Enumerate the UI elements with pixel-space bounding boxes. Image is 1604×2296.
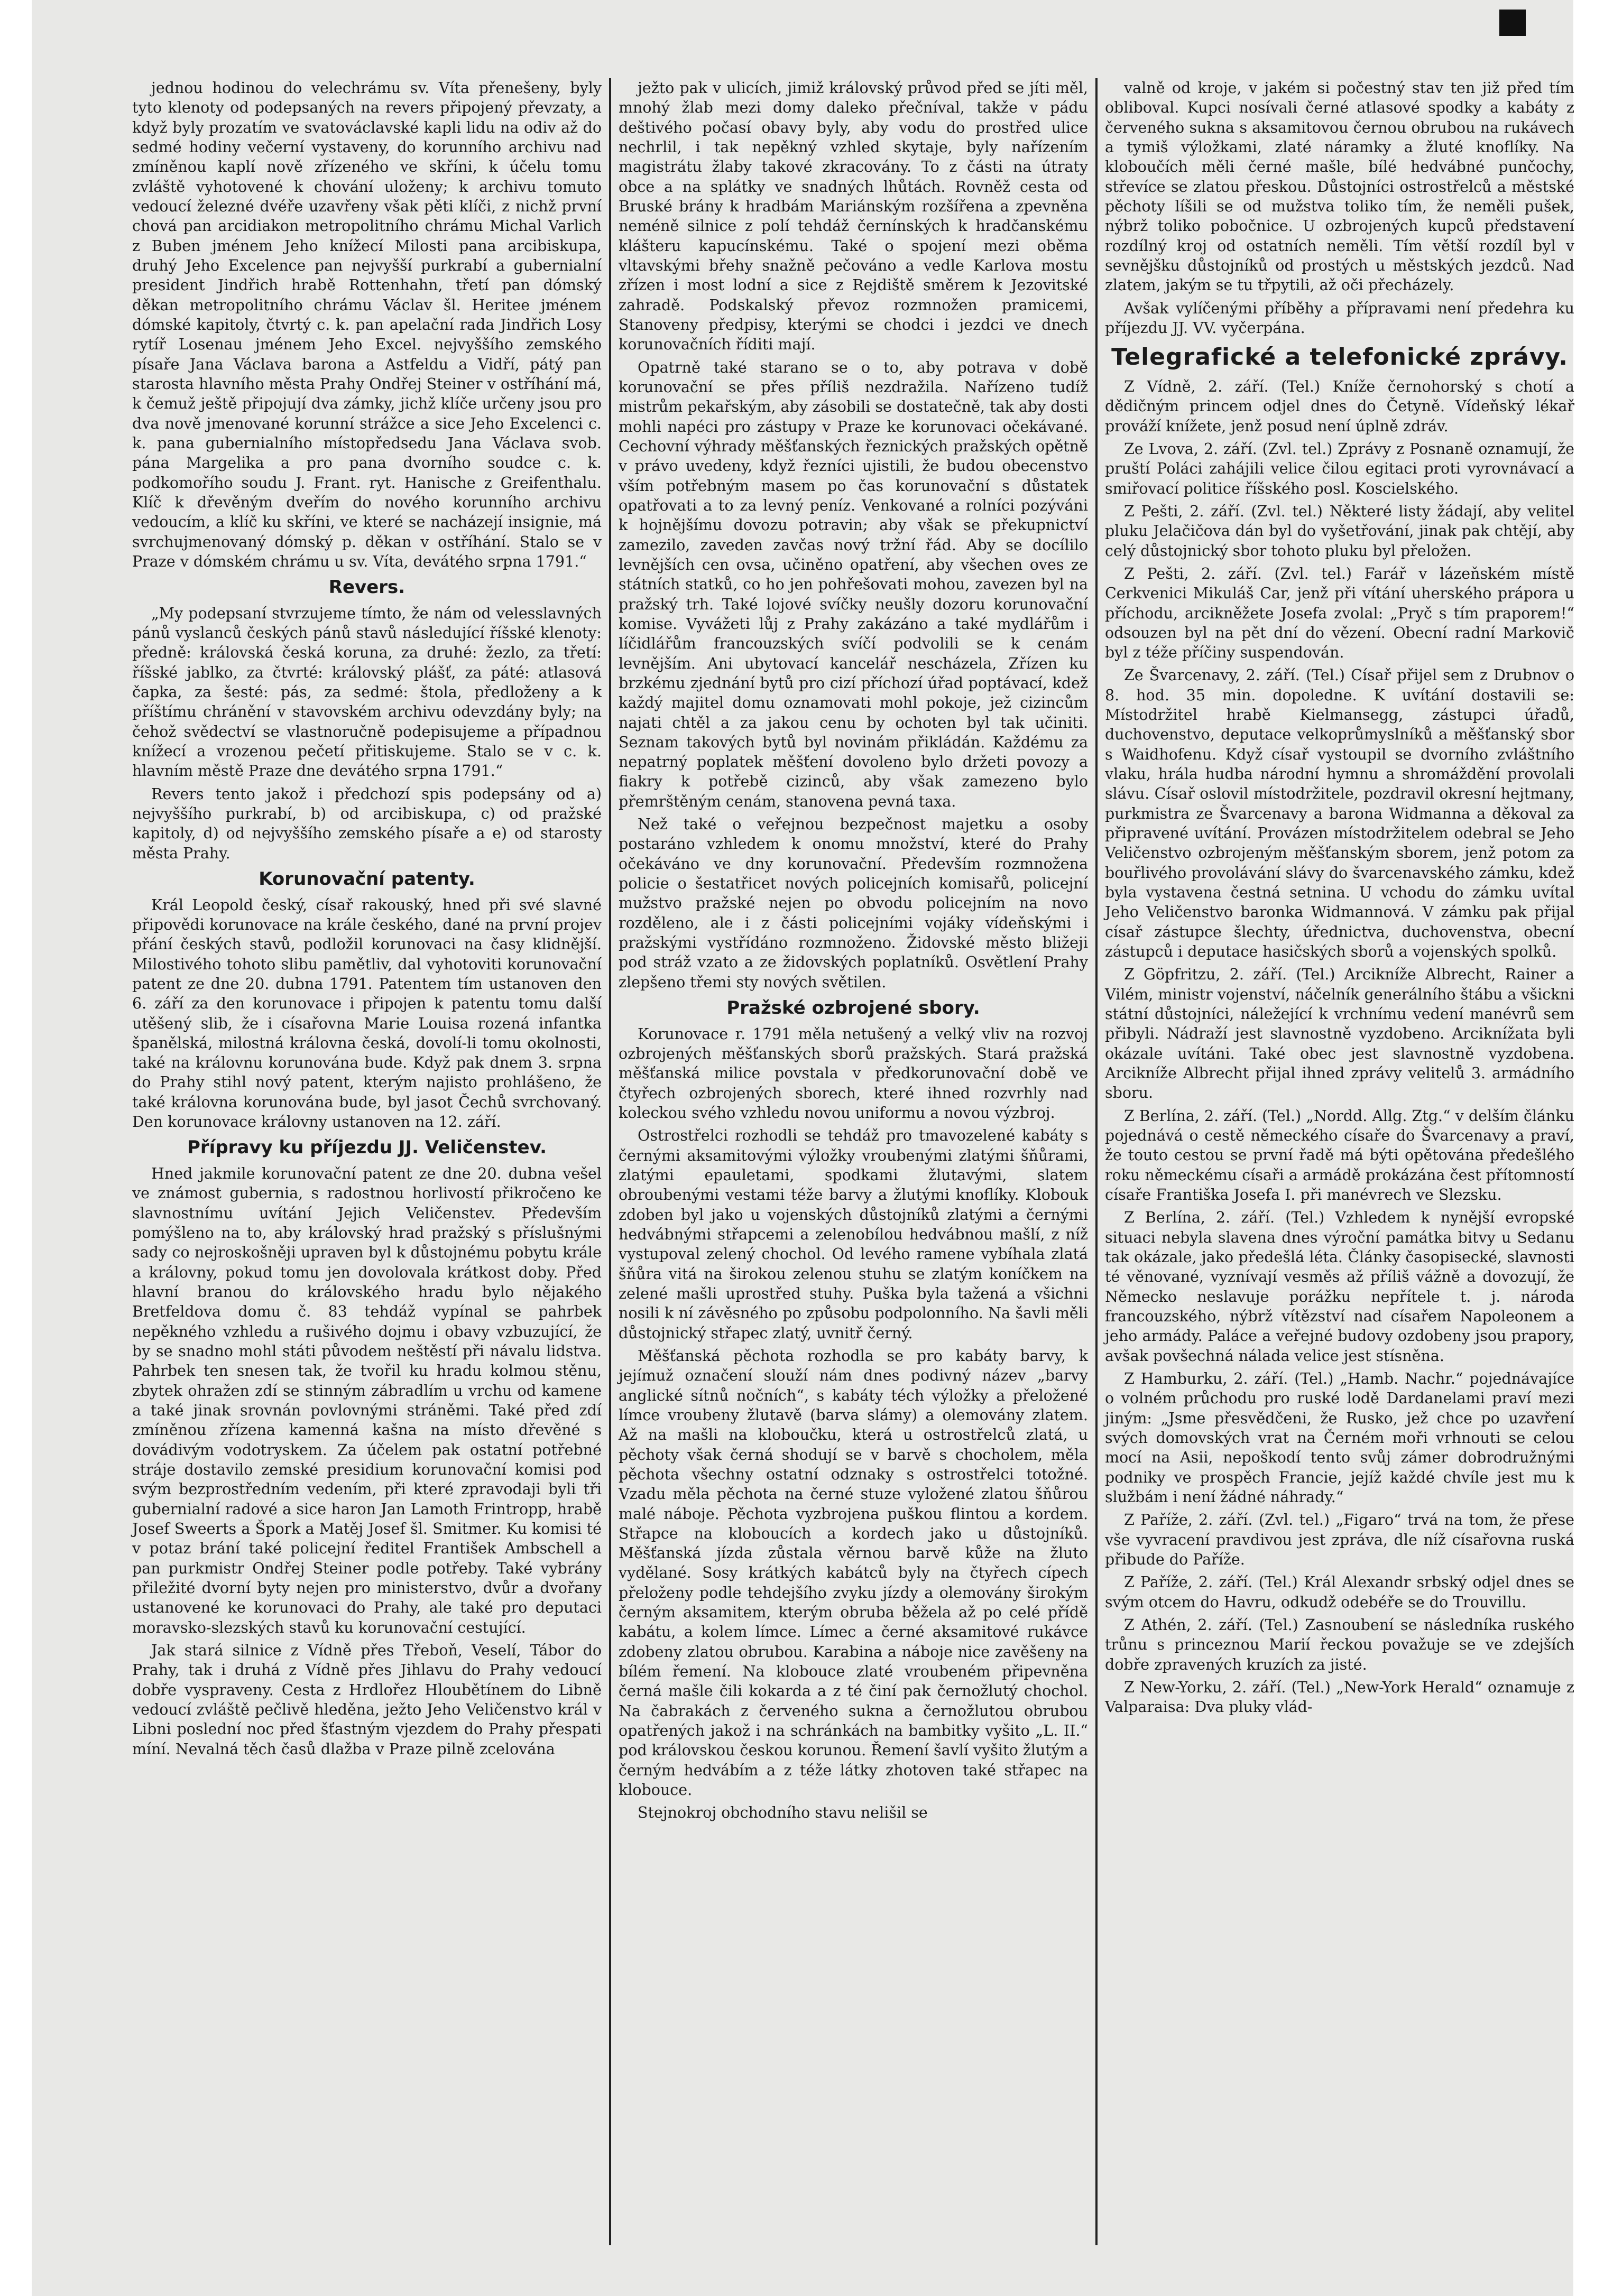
news-item: Ze Lvova, 2. září. (Zvl. tel.) Zprávy z Posnaně oznamují, že pruští Poláci zahájili velice čilou egitaci proti vyrovnávací a smiřovací politice říšského posl. Koscielského. — [1105, 440, 1574, 497]
heading-revers: Revers. — [328, 577, 405, 598]
paragraph: Král Leopold český, císař rakouský, hned při své slavné připovědi korunovace na krále českého, dané na první projev přání českých stavů, podložil korunovaci na časy klidnější. Milostivého tohoto slibu pamětliv, dal vyhotoviti korunovační patent ze dne 20. dubna 1791. Patentem tím ustanoven den 6. září za den korunovace i připojen k patentu tomu další utěšený slib, že i císařovna Marie Louisa rozená infantka španělská, milostná královna česká, dovolí-li tomu okolnosti, také na královnu korunována bude. Když pak dnem 3. srpna do Prahy stihl nový patent, kterým najisto prohlášeno, že také královna korunována bude, byl jasot Čechů svrchovaný. Den korunovace královny ustanoven na 12. září. — [132, 896, 602, 1131]
heading-patenty: Korunovační patenty. — [259, 868, 475, 890]
news-item: Ze Švarcenavy, 2. září. (Tel.) Císař přijel sem z Drubnov o 8. hod. 35 min. dopoledne. K uvítání dostavili se: Místodržitel hrabě Kielmansegg, zástupci úřadů, duchovenstvo, deputace velkoprůmyslníků a měšťanský sbor s Waidhofenu. Když císař vystoupil se dvorního zvláštního vlaku, hrála hudba národní hymnu a shromáždění provolali slávu. Císař oslovil místodržitele, pozdravil okresní hejtmany, purkmistra ze Švarcenavy a barona Widmanna a děkoval za připravené uvítání. Provázen místodržitelem odebral se Jeho Veličenstvo ozbrojeným měšťanským sborem, jenž potom za bouřlivého provolávání slávy do švarcenavského zámku, kdež byla vystavena čestná setnina. U vchodu do zámku uvítal Jeho Veličenstvo baronka Widmannová. V zámku pak přijal císař zástupce šlechty, úřednictva, duchovenstva, obecní zástupců i deputace hasičských sborů a vojenských spolků. — [1105, 666, 1574, 961]
news-item: Z Paříže, 2. září. (Tel.) Král Alexandr srbský odjel dnes se svým otcem do Havru, odkudž odebéře se do Trouvillu. — [1105, 1573, 1574, 1611]
paragraph: Než také o veřejnou bezpečnost majetku a osoby postaráno vzhledem k onomu množství, které do Prahy očekáváno ve dny korunovační. Především rozmnožena policie o šestatřicet nových policejních komisařů, policejní mužstvo pražské nejen po obvodu policejním na novo rozděleno, ale i z části policejními vojáky vídeňskými i pražskými vystřídáno rozmnoženo. Židovské město bližeji pod stráž vzato a ze židovských poplatníků. Osvětlení Prahy zlepšeno třemi sty nových světilen. — [619, 816, 1088, 991]
paragraph: Ostrostřelci rozhodli se tehdáž pro tmavozelené kabáty s černými aksamitovými výložky vroubenými zlatými šňůrami, zlatými epauletami, spodkami žlutavými, slatem obroubenými vestami téže barvy a žlutými knoflíky. Klobouk zdoben byl jako u vojenských důstojníků zlatými a černými hedvábnými střapcemi a zelenobílou hedvábnou mašlí, z níž vystupoval zelený chochol. Od levého ramene vybíhala zlatá šňůra vitá na širokou zelenou stuhu se zlatým koníčkem na zelené mašli uprostřed stuhy. Puška byla tažená a všichni nosili k ní závěsného po způsobu podpolonního. Na šavli měli důstojnický střapec zlatý, uvnitř černý. — [619, 1127, 1088, 1342]
news-item: Z Hamburku, 2. září. (Tel.) „Hamb. Nachr.“ pojednávajíce o volném průchodu pro ruské lodě Dardanelami praví mezi jiným: „Jsme přesvědčeni, že Rusko, jež chce po uzavření svých domovských vrat na Černém moři vrhnouti se celou mocí na Asii, nepoškodí tento svůj zámer dobrodružnými podniky ve prospěch Francie, jejíž každé chvíle jest mu k službám i není žádné náhrady.“ — [1105, 1369, 1574, 1506]
paragraph: Opatrně také starano se o to, aby potrava v době korunovační se přes příliš nezdražila. Nařízeno tudíž mistrům pekařským, aby zásobili se dostatečně, tak aby dosti mohli napéci pro zástupy v Praze ke korunovaci očekávané. Cechovní výhrady měšťanských řeznických pražských opětně v právo uvedeny, když řezníci ujistili, že budou obecenstvo vším potřebným masem po čas korunovační s důstatek opatřovati a to za levný peníz. Venkované a rolníci pozýváni k hojnějšímu dovozu potravin; aby však se překupnictví zamezilo, zaveden zavčas nový tržní řád. Aby se docílilo levnějších cen ovsa, učiněno opatření, aby všechen oves ze státních statků, co ho jen pohřešovati mohou, zavezen byl na pražský trh. Také lojové svíčky neušly dozoru korunovační komise. Vyvážeti lůj z Prahy zakázáno a také mydlářům i líčidlářům francouzských svíčí podvolili se k cenám levnějším. Ani ubytovací kancelář nescházela, Zřízen ku brzkému zjednání bytů pro cizí příchozí úřad poptávací, kdež každý majitel domu oznamovati mohl pokoje, jež cizincům najati chtěl a za jakou cenu by ochoten byl tak učiniti. Seznam takových bytů byl novinám přikládán. Každému za nepatrný poplatek měšťení dovoleno bylo držeti povozy a fiakry k potřebě cizinců, aby však zamezeno bylo přemrštěným cenám, stanovena pevná taxa. — [619, 358, 1088, 810]
heading-pripravy: Přípravy ku příjezdu JJ. Veličenstev. — [187, 1137, 547, 1159]
paragraph: „My podepsaní stvrzujeme tímto, že nám od velesslavných pánů vyslanců českých pánů stavů následující říšské klenoty: předně: královská česká koruna, za druhé: žezlo, za třetí: říšské jablko, za čtvrté: královský plášť, za páté: atlasová čapka, za šesté: pás, za sedmé: štola, předloženy a k příštímu chránění v stavovském archivu odevzdány byly; na čehož svědectví se vlastnoručně podepisujeme a případnou knížecí a vrozenou pečetí přitiskujeme. Stalo se v c. k. hlavním městě Praze dne devátého srpna 1791.“ — [132, 604, 602, 780]
news-item: Z Göpfritzu, 2. září. (Tel.) Arcikníže Albrecht, Rainer a Vilém, ministr vojenství, náčelník generálního štábu a všickni státní důstojníci, náležející k vrchnímu vedení manévrů sem přibyli. Nádraží jest slavnostně vyzdobeno. Arciknížata byli okázale uvítáni. Také obec jest slavnostně vyzdobena. Arcikníže Albrecht přijal ihned zprávy velitelů 3. armádního sboru. — [1105, 966, 1574, 1102]
heading-sbory: Pražské ozbrojené sbory. — [726, 997, 980, 1019]
corner-mark — [1499, 10, 1526, 36]
news-item: Z Berlína, 2. září. (Tel.) „Nordd. Allg. Ztg.“ v delším článku pojednává o cestě německého císaře do Švarcenavy a praví, že touto cestou se první řadě má býti opětována předešlého roku německému císaři a armádě prokázána čest přítomností císaře Františka Josefa I. při manévrech ve Slezsku. — [1105, 1107, 1574, 1204]
paragraph: valně od kroje, v jakém si počestný stav ten již před tím obliboval. Kupci nosívali černé atlasové spodky a kabáty z červeného sukna s aksamitovou černou obrubou na rukávech a tymiš výložkami, zlaté náramky a žluté knoflíky. Na kloboučích měli černé mašle, bílé hedvábné punčochy, střevíce se zlatou přeskou. Důstojníci ostrostřelců a městské pěchoty líšili se od mužstva toliko tím, že neměli pušek, nýbrž toliko pobočnice. U ozbrojených kupců představení rozdílný kroj od ostatních neměli. Tím větší rozdíl byl v sevnějšku důstojníků od prostých u městských jezdců. Nad zlatem, jakým se tu třpytili, až oči přecházely. — [1105, 79, 1574, 294]
news-item: Z New-Yorku, 2. září. (Tel.) „New-York Herald“ oznamuje z Valparaisa: Dva pluky vlád- — [1105, 1678, 1574, 1716]
news-item: Z Pešti, 2. září. (Zvl. tel.) Některé listy žádají, aby velitel pluku Jelačičova dán byl do vyšetřování, jinak pak chtějí, aby celý důstojnický sbor tohoto pluku byl přeložen. — [1105, 502, 1574, 560]
newspaper-page — [32, 0, 1573, 2296]
news-item: Z Berlína, 2. září. (Tel.) Vzhledem k nynější evropské situaci nebyla slavena dnes výroční památka bitvy u Sedanu tak okázale, jako předešlá léta. Články časopisecké, slavnosti té věnované, vyznívají vesměs až příliš vážně a dovozují, že Německo neslavuje porážku nepřítele t. j. národa francouzského, nýbrž vítězství nad císařem Napoleonem a jeho armády. Paláce a veřejné budovy ozdobeny jsou prapory, avšak povšechná nálada velice jest stísněna. — [1105, 1209, 1574, 1365]
text-columns — [125, 78, 1604, 2245]
news-item: Z Vídně, 2. září. (Tel.) Kníže černohorský s chotí a dědičným princem odjel dnes do Četyně. Vídeňský lékař prováží knížete, jenž posud není úplně zdráv. — [1105, 377, 1574, 435]
paragraph: ježto pak v ulicích, jimiž královský průvod před se jíti měl, mnohý žlab mezi domy daleko přečníval, takže v pádu deštivého počasí obavy byly, aby vodu do prostřed ulice nechrlil, i tak nepěkný vzhled skytaje, byly nařízením magistrátu žlaby takové zkracovány. To z části na útraty obce a na splátky ve snadných lhůtách. Rovněž cesta od Bruské brány k hradbám Mariánským rozšířena a zpevněna neméně silnice z polí tehdáž černínských k hradčanskému klášteru kapucínskému. Také o spojení mezi oběma vltavskými břehy snažně pečováno a vedle Karlova mostu zřízen i most lodní a sice z Rejdiště směrem k Jezovitské zahradě. Podskalský převoz rozmnožen pramicemi, Stanoveny předpisy, kterými se chodci i jezdci ve dnech korunovačních říditi mají. — [619, 79, 1088, 354]
paragraph: Stejnokroj obchodního stavu nelišil se — [638, 1804, 928, 1822]
paragraph: Měšťanská pěchota rozhodla se pro kabáty barvy, k jejímuž označení slouží nám dnes podivný název „barvy anglické sítnů nočních“, s kabáty téch výložky a přeložené límce vroubeny žlutavě (barva slámy) a olemovány zlatem. Až na mašli na kloboučku, která u ostrostřelců zlatá, u pěchoty však černá shodují se v barvě s chocholem, měla pěchota všechny ostatní odznaky s ostrostřelci totožné. Vzadu měla pěchota na černé stuze vyložené zlatou šňůrou malé náboje. Pěchota vyzbrojena puškou flintou a kordem. Střapce na kloboucích a kordech jako u důstojníků. Měšťanská jízda zůstala věrnou barvě kůže na žluto vydělané. Sosy krátkých kabátců byly na čtyřech cípech přeloženy podle tehdejšího zvyku jízdy a olemovány širokým černým aksamitem, kterým obruba běžela až po celé přídě kabátu, a kolem límce. Límec a černé aksamitové rukávce zdobeny zlatou obrubou. Karabina a náboje nice zavěšeny na bílém řemení. Na klobouce zlaté vroubeném připevněna černá mašle čili kokarda a z té činí pak černožlutý chochol. Na čabrakách z červeného sukna a černožlutou obrubou opatřených jakož i na schránkách na bambitky vyšito „L. II.“ pod královskou českou korunou. Řemení šavlí vyšito žlutým a černým hedvábím a z téže látky zhotoven také střapec na klobouce. — [619, 1347, 1088, 1799]
news-item: Z Athén, 2. září. (Tel.) Zasnoubení se následníka ruského trůnu s princeznou Marií řeckou považuje se ve zdejších dobře zpravených kruzích za jisté. — [1105, 1616, 1574, 1673]
column-2 — [611, 78, 1095, 2245]
paragraph: Hned jakmile korunovační patent ze dne 20. dubna vešel ve známost gubernia, s radostnou horlivostí přikročeno ke slavnostnímu uvítání Jejich Veličenstev. Především pomýšleno na to, aby královský hrad pražský s příslušnými sady co nejroskošněji upraven byl k důstojnému pobytu krále a královny, pokud tomu jen dovolovala krátkost doby. Před hlavní branou do královského hradu bylo nějakého Bretfeldova domu č. 83 tehdáž vypínal se pahrbek nepěkného vzhledu a rušivého dojmu i obavy vzbuzující, že by se snadno mohl státi původem neštěstí při návalu lidstva. Pahrbek ten snesen tak, že tvořil ku hradu kolmou stěnu, zbytek ohražen zdí se stinným zábradlím u vrchu od kamene a také jinak srovnán povlovnými stráněmi. Také před zdí zmíněnou zřízena kamenná kašna na místo dřevěné s dovádivým vodotryskem. Za účelem pak ostatní potřebné stráje dostavilo zemské presidium korunovační komisi pod svým bezprostředním vedením, při které zpravodaji byli tři gubernialní radové a sice haron Jan Lamoth Frintropp, hrabě Josef Sweerts a Špork a Matěj Josef šl. Smitmer. Ku komisi té v potaz brání také policejní ředitel František Ambschell a pan purkmistr Ondřej Steiner podle potřeby. Také vybrány přiležité dvorní byty nejen pro ministerstvo, dvůr a dvořany ustanovené ke korunovaci do Prahy, ale také pro deputaci moravsko-slezských stavů ku korunovační cestující. — [132, 1165, 602, 1636]
paragraph: Korunovace r. 1791 měla netušený a velký vliv na rozvoj ozbrojených měšťanských sborů pražských. Stará pražská měšťanská milice povstala v předkorunovační době ve čtyřech ozbrojených sborech, které ihned rozvrhly nad koleckou svého vzhledu novou uniformu a novou výzbroj. — [619, 1025, 1088, 1122]
paragraph: Revers tento jakož i předchozí spis podepsány od a) nejvyššího purkrabí, b) od arcibiskupa, c) od pražské kapitoly, d) od nejvyššího zemského písaře a e) od starosty města Prahy. — [132, 785, 602, 862]
column-3 — [1098, 78, 1582, 2245]
news-item: Z Paříže, 2. září. (Zvl. tel.) „Figaro“ trvá na tom, že přese vše vyvracení pravdivou jest zpráva, dle níž císařovna ruská přibude do Paříže. — [1105, 1511, 1574, 1568]
heading-zpravy: Telegrafické a telefonické zprávy. — [1111, 344, 1568, 371]
paragraph: jednou hodinou do velechrámu sv. Víta přenešeny, byly tyto klenoty od podepsaných na revers připojený převzaty, a když byly prozatím ve svatováclavské kapli lidu na odiv až do sedmé hodiny večerní vystaveny, do korunního archivu nad zmíněnou kaplí nově zřízeného ve skříni, k účelu tomu zvláště vyhotovené k chování uloženy; k archivu tomuto vedoucí železné dvéře uzavřeny však pěti klíči, z nichž první chová pan arcidiakon metropolitního chrámu Michal Varlich z Buben jménem Jeho knížecí Milosti pana arcibiskupa, druhý Jeho Excelence pan nejvyšší purkrabí a gubernialní president Jindřich hrabě Rottenhahn, třetí pan dómský děkan metropolitního chrámu Václav šl. Heritee jménem dómské kapitoly, čtvrtý c. k. pan apelační rada Jindřich Losy rytíř Losenau jménem Jeho Excel. nejvyššího zemského písaře Jana Václava barona a Astfeldu a Vidří, pátý pan starosta hlavního města Prahy Ondřej Steiner v ostříhání má, k čemuž ještě připojují dva zámky, jichž klíče určeny jsou pro dva nově jmenované korunní strážce a sice Jeho Excelenci c. k. pana gubernialního místopředsedu Jana Václava svob. pána Margelika a pro pana dvorního soudce c. k. podkomořího soudu J. Frant. ryt. Hanische z Greifenthalu. Klíč k dřevěným dveřím do nového korunního archivu vedoucím, a klíč ku skříni, ve které se nacházejí insignie, má svrchujmenovaný dómský p. děkan v ostříhání. Stalo se v Praze v dómském chrámu u sv. Víta, devátého srpna 1791.“ — [132, 79, 602, 570]
column-1 — [125, 78, 609, 2245]
news-item: Z Pešti, 2. září. (Zvl. tel.) Farář v lázeňském místě Cerkvenici Mikuláš Car, jenž při vítání uherského prápora u příchodu, arcikněžete Josefa zvolal: „Pryč s tím praporem!“ odsouzen byl na pět dní do vězení. Obecní radní Markovič byl z téže příčiny suspendován. — [1105, 564, 1574, 662]
paragraph: Avšak vylíčenými příběhy a přípravami není předehra ku příjezdu JJ. VV. vyčerpána. — [1105, 299, 1574, 337]
paragraph: Jak stará silnice z Vídně přes Třeboň, Veselí, Tábor do Prahy, tak i druhá z Vídně přes Jihlavu do Prahy vedoucí dobře vyspraveny. Cesta z Hrdlořez Hloubětínem do Libně vedoucí zvláště pečlivě hleděna, ježto Jeho Veličenstvo král v Libni poslední noc před šťastným vjezdem do Prahy přespati míní. Nevalná těch časů dlažba v Praze pilně zcelována — [132, 1641, 602, 1758]
